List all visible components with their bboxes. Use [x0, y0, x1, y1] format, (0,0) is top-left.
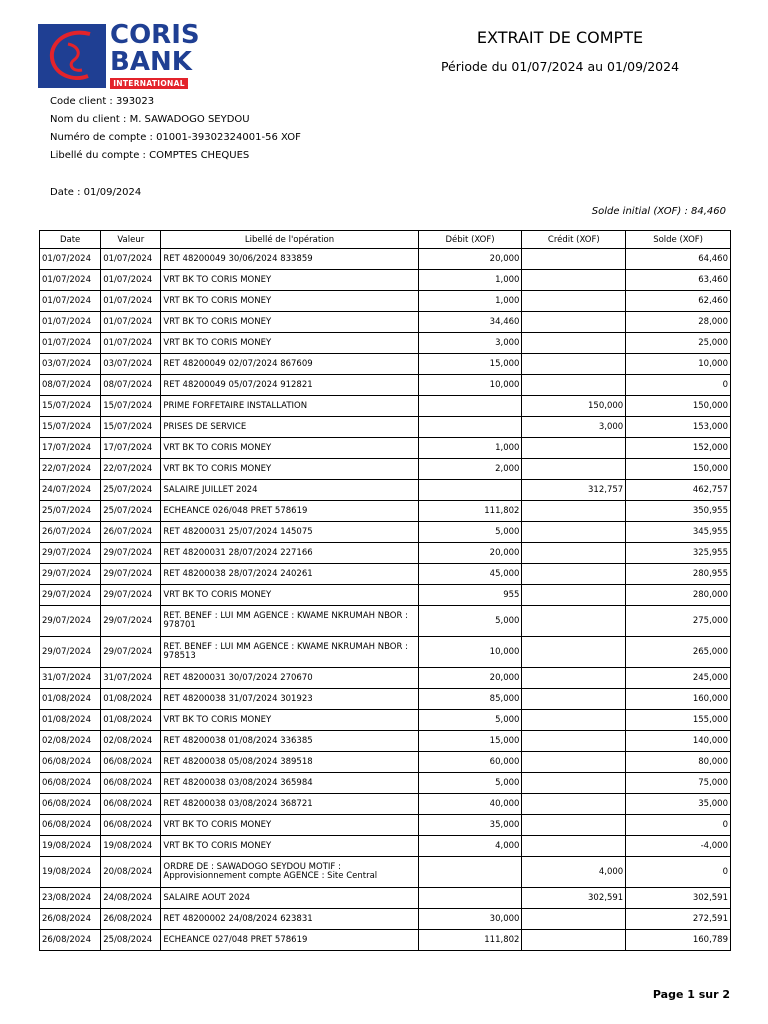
cell-value-date: 01/07/2024 — [101, 270, 161, 291]
cell-balance: 272,591 — [626, 909, 731, 930]
cell-label: VRT BK TO CORIS MONEY — [161, 815, 418, 836]
cell-balance: 280,955 — [626, 564, 731, 585]
cell-credit — [522, 637, 626, 668]
cell-value-date: 15/07/2024 — [101, 417, 161, 438]
cell-value-date: 01/07/2024 — [101, 249, 161, 270]
cell-balance: 265,000 — [626, 637, 731, 668]
cell-date: 15/07/2024 — [40, 417, 101, 438]
cell-balance: 140,000 — [626, 731, 731, 752]
cell-credit: 312,757 — [522, 480, 626, 501]
cell-balance: 160,000 — [626, 689, 731, 710]
cell-debit — [418, 857, 522, 888]
cell-balance: 160,789 — [626, 930, 731, 951]
table-row — [40, 543, 731, 564]
cell-debit: 111,802 — [418, 501, 522, 522]
cell-debit: 85,000 — [418, 689, 522, 710]
account-label: Libellé du compte : COMPTES CHEQUES — [50, 150, 250, 161]
document-title: EXTRAIT DE COMPTE — [476, 28, 644, 47]
cell-value-date: 19/08/2024 — [101, 836, 161, 857]
cell-date: 25/07/2024 — [40, 501, 101, 522]
cell-credit — [522, 375, 626, 396]
table-row — [40, 270, 731, 291]
header-label: Libellé de l'opération — [161, 231, 418, 249]
cell-credit: 302,591 — [522, 888, 626, 909]
table-row — [40, 333, 731, 354]
table-row — [40, 930, 731, 951]
cell-credit — [522, 312, 626, 333]
cell-date: 23/08/2024 — [40, 888, 101, 909]
cell-date: 01/08/2024 — [40, 710, 101, 731]
cell-debit: 10,000 — [418, 375, 522, 396]
cell-credit — [522, 354, 626, 375]
account-number: Numéro de compte : 01001-39302324001-56 XOF — [50, 132, 301, 143]
cell-value-date: 26/08/2024 — [101, 909, 161, 930]
cell-balance: 0 — [626, 375, 731, 396]
table-row — [40, 888, 731, 909]
table-row — [40, 585, 731, 606]
cell-label: RET 48200031 28/07/2024 227166 — [161, 543, 418, 564]
table-row — [40, 773, 731, 794]
cell-debit: 955 — [418, 585, 522, 606]
header-balance: Solde (XOF) — [626, 231, 731, 249]
cell-value-date: 01/07/2024 — [101, 333, 161, 354]
table-row — [40, 312, 731, 333]
cell-credit — [522, 815, 626, 836]
cell-debit: 30,000 — [418, 909, 522, 930]
table-row — [40, 731, 731, 752]
cell-credit — [522, 606, 626, 637]
cell-credit — [522, 731, 626, 752]
cell-date: 26/08/2024 — [40, 909, 101, 930]
cell-debit: 10,000 — [418, 637, 522, 668]
cell-label: ECHEANCE 026/048 PRET 578619 — [161, 501, 418, 522]
cell-value-date: 26/07/2024 — [101, 522, 161, 543]
cell-date: 29/07/2024 — [40, 585, 101, 606]
cell-date: 06/08/2024 — [40, 794, 101, 815]
cell-label: PRISES DE SERVICE — [161, 417, 418, 438]
cell-date: 31/07/2024 — [40, 668, 101, 689]
cell-label: ECHEANCE 027/048 PRET 578619 — [161, 930, 418, 951]
header-credit: Crédit (XOF) — [522, 231, 626, 249]
cell-balance: 153,000 — [626, 417, 731, 438]
cell-date: 01/07/2024 — [40, 249, 101, 270]
cell-debit: 60,000 — [418, 752, 522, 773]
cell-debit: 20,000 — [418, 543, 522, 564]
cell-credit — [522, 291, 626, 312]
coris-bank-logo — [38, 20, 200, 90]
cell-date: 29/07/2024 — [40, 637, 101, 668]
cell-value-date: 01/07/2024 — [101, 291, 161, 312]
cell-date: 06/08/2024 — [40, 752, 101, 773]
cell-debit — [418, 396, 522, 417]
cell-value-date: 25/07/2024 — [101, 501, 161, 522]
cell-credit — [522, 270, 626, 291]
cell-balance: 350,955 — [626, 501, 731, 522]
table-row — [40, 857, 731, 888]
cell-date: 26/08/2024 — [40, 930, 101, 951]
cell-value-date: 08/07/2024 — [101, 375, 161, 396]
cell-debit: 20,000 — [418, 668, 522, 689]
cell-balance: 152,000 — [626, 438, 731, 459]
cell-value-date: 02/08/2024 — [101, 731, 161, 752]
cell-label: RET 48200049 30/06/2024 833859 — [161, 249, 418, 270]
cell-date: 06/08/2024 — [40, 773, 101, 794]
cell-credit — [522, 459, 626, 480]
cell-credit: 150,000 — [522, 396, 626, 417]
cell-credit — [522, 836, 626, 857]
cell-date: 17/07/2024 — [40, 438, 101, 459]
table-row — [40, 689, 731, 710]
cell-credit — [522, 543, 626, 564]
cell-balance: 280,000 — [626, 585, 731, 606]
table-header-row — [40, 231, 731, 249]
table-row — [40, 375, 731, 396]
cell-credit — [522, 909, 626, 930]
header-date: Date — [40, 231, 101, 249]
table-row — [40, 909, 731, 930]
cell-credit — [522, 689, 626, 710]
cell-credit — [522, 752, 626, 773]
cell-label: VRT BK TO CORIS MONEY — [161, 585, 418, 606]
cell-credit — [522, 930, 626, 951]
cell-balance: 80,000 — [626, 752, 731, 773]
cell-balance: -4,000 — [626, 836, 731, 857]
cell-value-date: 06/08/2024 — [101, 752, 161, 773]
cell-debit: 5,000 — [418, 773, 522, 794]
transactions-table — [39, 230, 731, 951]
cell-date: 03/07/2024 — [40, 354, 101, 375]
cell-balance: 150,000 — [626, 396, 731, 417]
cell-label: RET 48200038 31/07/2024 301923 — [161, 689, 418, 710]
cell-label: RET. BENEF : LUI MM AGENCE : KWAME NKRUMAH NBOR : 978701 — [161, 606, 418, 637]
cell-credit — [522, 773, 626, 794]
cell-label: PRIME FORFETAIRE INSTALLATION — [161, 396, 418, 417]
cell-debit: 5,000 — [418, 710, 522, 731]
cell-date: 19/08/2024 — [40, 836, 101, 857]
logo-text-bank: BANK — [110, 47, 192, 77]
cell-label: RET. BENEF : LUI MM AGENCE : KWAME NKRUMAH NBOR : 978513 — [161, 637, 418, 668]
cell-value-date: 31/07/2024 — [101, 668, 161, 689]
cell-debit: 5,000 — [418, 522, 522, 543]
statement-date: Date : 01/09/2024 — [50, 187, 142, 198]
cell-label: VRT BK TO CORIS MONEY — [161, 333, 418, 354]
cell-label: VRT BK TO CORIS MONEY — [161, 270, 418, 291]
cell-credit — [522, 249, 626, 270]
table-row — [40, 710, 731, 731]
cell-label: RET 48200038 03/08/2024 368721 — [161, 794, 418, 815]
cell-balance: 25,000 — [626, 333, 731, 354]
cell-debit: 2,000 — [418, 459, 522, 480]
table-row — [40, 438, 731, 459]
cell-debit — [418, 888, 522, 909]
cell-balance: 150,000 — [626, 459, 731, 480]
cell-date: 15/07/2024 — [40, 396, 101, 417]
table-row — [40, 564, 731, 585]
cell-value-date: 22/07/2024 — [101, 459, 161, 480]
cell-balance: 0 — [626, 815, 731, 836]
cell-debit: 111,802 — [418, 930, 522, 951]
cell-credit — [522, 794, 626, 815]
cell-label: SALAIRE JUILLET 2024 — [161, 480, 418, 501]
cell-debit: 1,000 — [418, 291, 522, 312]
cell-label: VRT BK TO CORIS MONEY — [161, 836, 418, 857]
table-row — [40, 480, 731, 501]
table-row — [40, 417, 731, 438]
table-row — [40, 354, 731, 375]
cell-date: 01/07/2024 — [40, 312, 101, 333]
cell-credit — [522, 438, 626, 459]
cell-balance: 462,757 — [626, 480, 731, 501]
table-row — [40, 637, 731, 668]
statement-period: Période du 01/07/2024 au 01/09/2024 — [440, 59, 680, 74]
cell-date: 06/08/2024 — [40, 815, 101, 836]
client-code: Code client : 393023 — [50, 96, 155, 107]
cell-date: 02/08/2024 — [40, 731, 101, 752]
cell-value-date: 06/08/2024 — [101, 773, 161, 794]
cell-value-date: 29/07/2024 — [101, 564, 161, 585]
cell-label: VRT BK TO CORIS MONEY — [161, 312, 418, 333]
cell-value-date: 29/07/2024 — [101, 637, 161, 668]
cell-value-date: 25/07/2024 — [101, 480, 161, 501]
initial-balance: Solde initial (XOF) : 84,460 — [591, 206, 726, 217]
cell-balance: 28,000 — [626, 312, 731, 333]
table-row — [40, 606, 731, 637]
cell-balance: 325,955 — [626, 543, 731, 564]
cell-value-date: 29/07/2024 — [101, 606, 161, 637]
cell-date: 19/08/2024 — [40, 857, 101, 888]
cell-value-date: 20/08/2024 — [101, 857, 161, 888]
cell-date: 29/07/2024 — [40, 606, 101, 637]
cell-label: VRT BK TO CORIS MONEY — [161, 291, 418, 312]
table-row — [40, 794, 731, 815]
cell-value-date: 06/08/2024 — [101, 815, 161, 836]
cell-balance: 62,460 — [626, 291, 731, 312]
cell-value-date: 06/08/2024 — [101, 794, 161, 815]
cell-value-date: 29/07/2024 — [101, 585, 161, 606]
cell-balance: 275,000 — [626, 606, 731, 637]
cell-value-date: 03/07/2024 — [101, 354, 161, 375]
cell-balance: 245,000 — [626, 668, 731, 689]
client-name: Nom du client : M. SAWADOGO SEYDOU — [50, 114, 250, 125]
cell-date: 01/08/2024 — [40, 689, 101, 710]
table-row — [40, 396, 731, 417]
cell-value-date: 01/08/2024 — [101, 689, 161, 710]
cell-debit: 45,000 — [418, 564, 522, 585]
cell-label: ORDRE DE : SAWADOGO SEYDOU MOTIF : Approvisionnement compte AGENCE : Site Central — [161, 857, 418, 888]
cell-credit — [522, 710, 626, 731]
cell-debit: 40,000 — [418, 794, 522, 815]
cell-label: VRT BK TO CORIS MONEY — [161, 710, 418, 731]
cell-date: 08/07/2024 — [40, 375, 101, 396]
cell-debit — [418, 417, 522, 438]
header-value-date: Valeur — [101, 231, 161, 249]
cell-balance: 64,460 — [626, 249, 731, 270]
cell-debit: 5,000 — [418, 606, 522, 637]
cell-date: 01/07/2024 — [40, 333, 101, 354]
cell-value-date: 25/08/2024 — [101, 930, 161, 951]
page-number: Page 1 sur 2 — [652, 988, 730, 1001]
cell-balance: 302,591 — [626, 888, 731, 909]
cell-credit — [522, 564, 626, 585]
cell-balance: 75,000 — [626, 773, 731, 794]
cell-credit — [522, 668, 626, 689]
cell-debit: 34,460 — [418, 312, 522, 333]
cell-credit — [522, 522, 626, 543]
cell-debit: 1,000 — [418, 438, 522, 459]
cell-debit: 1,000 — [418, 270, 522, 291]
cell-value-date: 01/08/2024 — [101, 710, 161, 731]
cell-balance: 155,000 — [626, 710, 731, 731]
cell-balance: 35,000 — [626, 794, 731, 815]
cell-label: VRT BK TO CORIS MONEY — [161, 459, 418, 480]
table-row — [40, 249, 731, 270]
cell-label: RET 48200049 05/07/2024 912821 — [161, 375, 418, 396]
cell-value-date: 01/07/2024 — [101, 312, 161, 333]
cell-label: RET 48200038 28/07/2024 240261 — [161, 564, 418, 585]
cell-credit — [522, 501, 626, 522]
table-row — [40, 501, 731, 522]
cell-label: RET 48200031 30/07/2024 270670 — [161, 668, 418, 689]
cell-value-date: 29/07/2024 — [101, 543, 161, 564]
cell-value-date: 15/07/2024 — [101, 396, 161, 417]
table-row — [40, 836, 731, 857]
cell-date: 29/07/2024 — [40, 564, 101, 585]
header-debit: Débit (XOF) — [418, 231, 522, 249]
cell-debit: 15,000 — [418, 731, 522, 752]
cell-date: 24/07/2024 — [40, 480, 101, 501]
cell-debit: 3,000 — [418, 333, 522, 354]
cell-credit — [522, 333, 626, 354]
logo-text-international: INTERNATIONAL — [110, 78, 188, 89]
cell-date: 01/07/2024 — [40, 291, 101, 312]
cell-value-date: 17/07/2024 — [101, 438, 161, 459]
cell-credit: 4,000 — [522, 857, 626, 888]
cell-date: 26/07/2024 — [40, 522, 101, 543]
cell-balance: 63,460 — [626, 270, 731, 291]
transactions-body — [40, 249, 731, 951]
cell-label: RET 48200049 02/07/2024 867609 — [161, 354, 418, 375]
cell-debit: 20,000 — [418, 249, 522, 270]
table-row — [40, 459, 731, 480]
cell-balance: 345,955 — [626, 522, 731, 543]
cell-label: VRT BK TO CORIS MONEY — [161, 438, 418, 459]
cell-date: 29/07/2024 — [40, 543, 101, 564]
cell-date: 22/07/2024 — [40, 459, 101, 480]
cell-date: 01/07/2024 — [40, 270, 101, 291]
cell-credit — [522, 585, 626, 606]
table-row — [40, 522, 731, 543]
logo-text-coris: CORIS — [110, 20, 200, 50]
cell-balance: 0 — [626, 857, 731, 888]
table-row — [40, 668, 731, 689]
cell-label: SALAIRE AOUT 2024 — [161, 888, 418, 909]
cell-balance: 10,000 — [626, 354, 731, 375]
logo-emblem-icon — [38, 24, 106, 88]
cell-label: RET 48200038 01/08/2024 336385 — [161, 731, 418, 752]
cell-debit: 15,000 — [418, 354, 522, 375]
cell-debit: 35,000 — [418, 815, 522, 836]
table-row — [40, 291, 731, 312]
cell-label: RET 48200031 25/07/2024 145075 — [161, 522, 418, 543]
cell-credit: 3,000 — [522, 417, 626, 438]
cell-value-date: 24/08/2024 — [101, 888, 161, 909]
cell-debit — [418, 480, 522, 501]
cell-label: RET 48200038 03/08/2024 365984 — [161, 773, 418, 794]
cell-debit: 4,000 — [418, 836, 522, 857]
table-row — [40, 815, 731, 836]
table-row — [40, 752, 731, 773]
cell-label: RET 48200038 05/08/2024 389518 — [161, 752, 418, 773]
cell-label: RET 48200002 24/08/2024 623831 — [161, 909, 418, 930]
